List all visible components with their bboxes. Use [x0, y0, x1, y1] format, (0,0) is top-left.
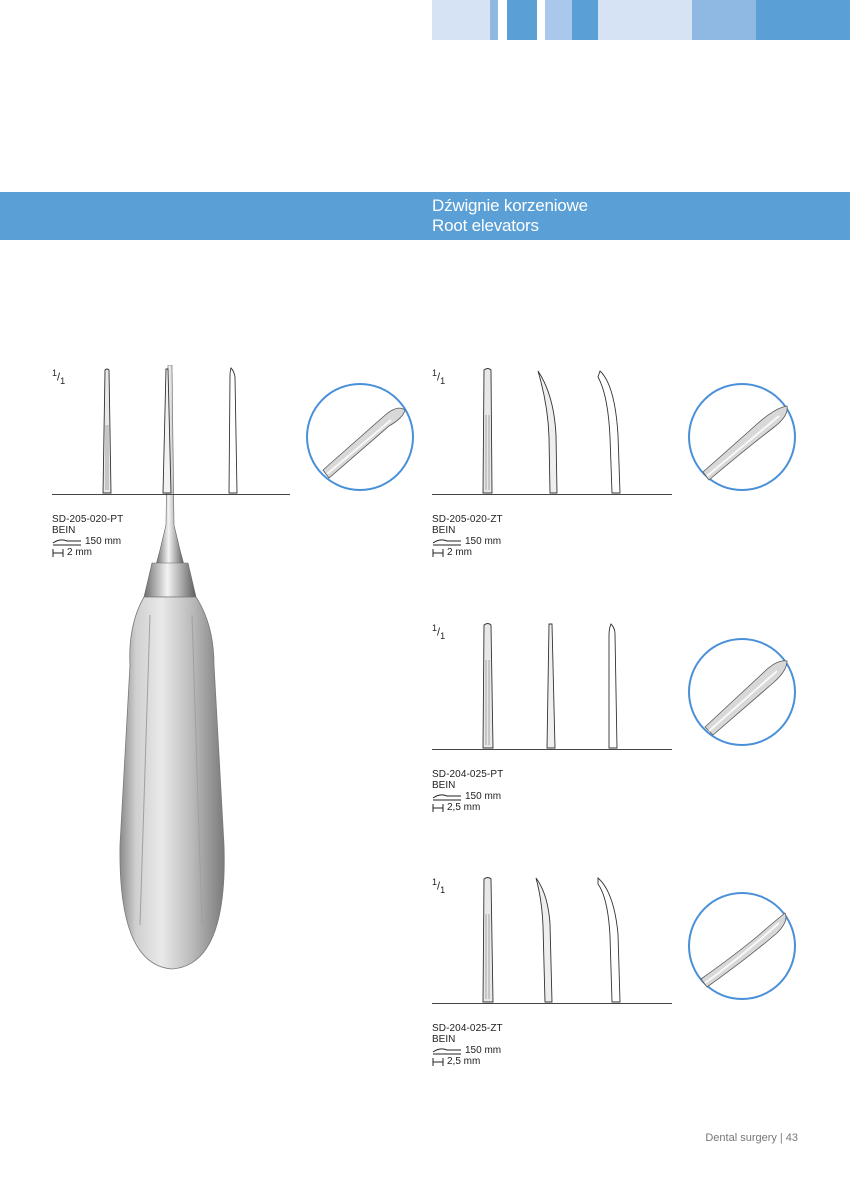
product-width: 2 mm: [447, 547, 472, 558]
product-length: 150 mm: [85, 536, 122, 547]
product-width: 2 mm: [67, 547, 92, 558]
product-length: 150 mm: [465, 536, 502, 547]
product-material: BEIN: [52, 525, 76, 536]
baseline: [432, 494, 672, 495]
title-polish: Dźwignie korzeniowe: [432, 196, 588, 215]
tip-detail-circle: [687, 637, 797, 747]
instrument-views: [470, 874, 640, 1004]
width-row: [432, 802, 503, 813]
instrument-views: [90, 365, 250, 495]
product-code: SD-205-020-PT: [52, 514, 124, 525]
tip-detail-circle: [305, 382, 415, 492]
length-icon: [52, 537, 82, 547]
width-row: [52, 547, 123, 558]
product-width: 2,5 mm: [447, 1056, 481, 1067]
length-row: [432, 791, 503, 802]
product-info: [432, 769, 503, 813]
product-width: 2,5 mm: [447, 802, 481, 813]
header-color-blocks: [0, 0, 850, 40]
footer-section: Dental surgery: [705, 1132, 777, 1144]
scale-label: $^1/_1$: [52, 368, 66, 386]
length-icon: [432, 1046, 462, 1056]
product-info: [432, 514, 503, 558]
product-info: [52, 514, 123, 558]
instrument-views: [470, 365, 640, 495]
width-row: [432, 547, 503, 558]
length-row: [432, 536, 503, 547]
length-icon: [432, 792, 462, 802]
baseline: [432, 749, 672, 750]
scale-label: $^1/_1$: [432, 623, 446, 641]
page-title: [432, 196, 588, 236]
title-english: Root elevators: [432, 216, 539, 235]
product-code: SD-204-025-ZT: [432, 1023, 503, 1034]
page-footer: [705, 1132, 798, 1144]
product-length: 150 mm: [465, 791, 502, 802]
width-icon: [432, 803, 444, 813]
tip-detail-circle: [687, 382, 797, 492]
width-icon: [432, 1057, 444, 1067]
product-material: BEIN: [432, 1034, 456, 1045]
length-row: [52, 536, 123, 547]
width-icon: [52, 548, 64, 558]
tip-detail-circle: [687, 891, 797, 1001]
page-number: 43: [785, 1132, 798, 1144]
product-code: SD-204-025-PT: [432, 769, 504, 780]
length-icon: [432, 537, 462, 547]
product-code: SD-205-020-ZT: [432, 514, 503, 525]
product-material: BEIN: [432, 780, 456, 791]
instrument-views: [470, 620, 640, 750]
title-band: [0, 192, 850, 240]
length-row: [432, 1045, 503, 1056]
width-row: [432, 1056, 503, 1067]
product-info: [432, 1023, 503, 1067]
baseline: [52, 494, 290, 495]
product-length: 150 mm: [465, 1045, 502, 1056]
footer-separator: |: [779, 1132, 783, 1144]
product-material: BEIN: [432, 525, 456, 536]
scale-label: $^1/_1$: [432, 368, 446, 386]
baseline: [432, 1003, 672, 1004]
width-icon: [432, 548, 444, 558]
scale-label: $^1/_1$: [432, 877, 446, 895]
